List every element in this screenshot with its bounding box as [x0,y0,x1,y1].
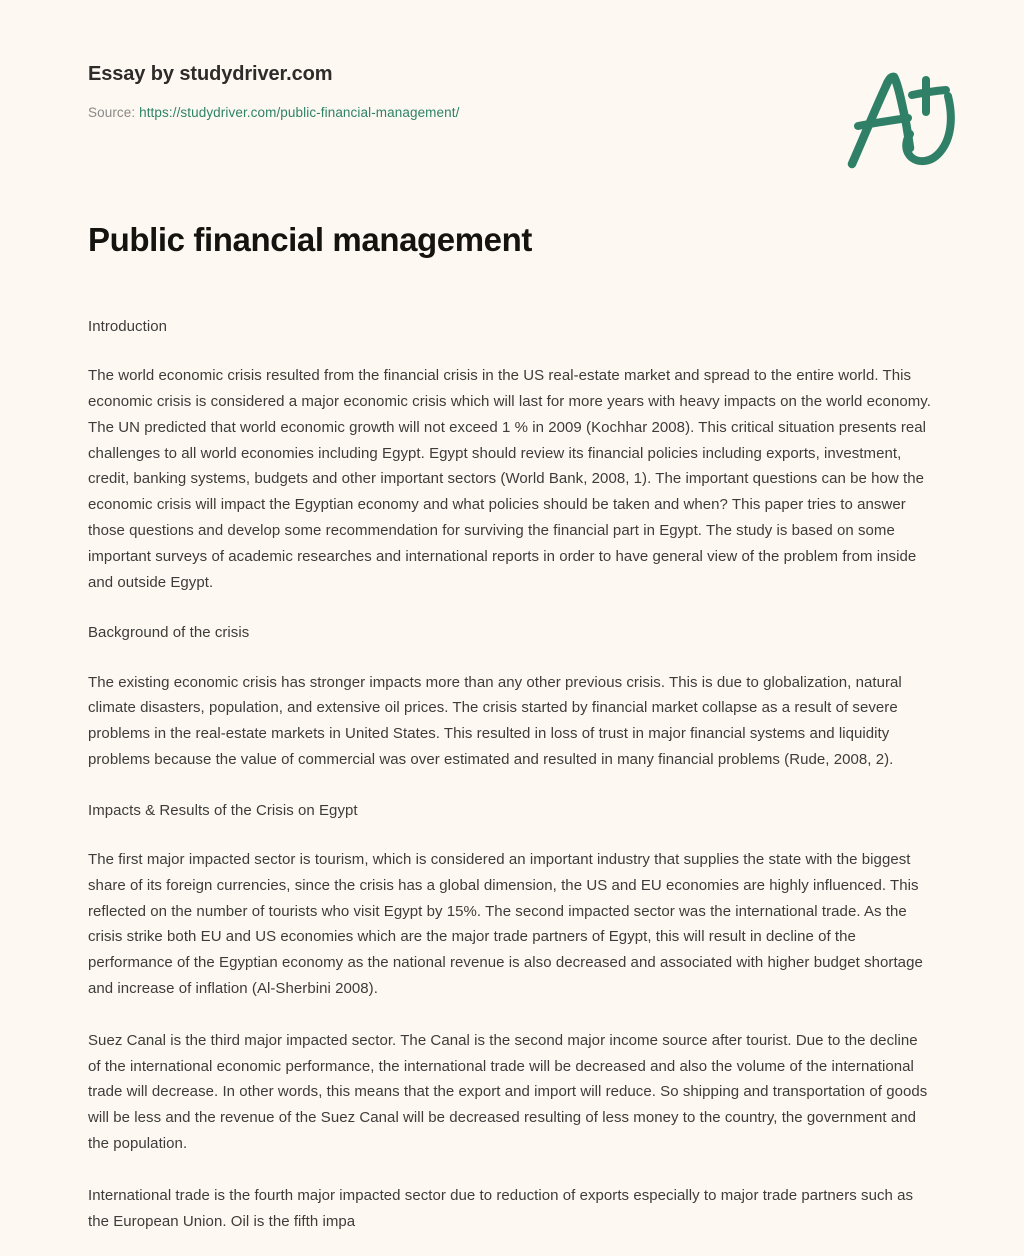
page-header [88,0,936,123]
page-title: Public financial management [88,220,532,258]
byline: Essay by studydriver.com [88,63,333,85]
essay-body [88,260,934,1235]
paragraph: The world economic crisis resulted from the financial crisis in the US real-estate market and spread to the entire world. This economic crisis is considered a major economic crisis which will last for more years with heavy impacts on the world economy. The UN predicted that world economic growth will not exceed 1 % in 2009 (Kochhar 2008). This critical situation presents real challenges to all world economies including Egypt. Egypt should review its financial policies including exports, investment, credit, banking systems, budgets and other important sectors (World Bank, 2008, 1). The important questions can be how the economic crisis will impact the Egyptian economy and what policies should be taken and when? This paper tries to answer those questions and develop some recommendation for surviving the financial part in Egypt. The study is based on some important surveys of academic researches and international reports in order to have general view of the problem from inside and outside Egypt. [88,367,931,591]
source-url-link[interactable]: https://studydriver.com/public-financial-management/ [139,105,460,120]
paragraph: Suez Canal is the third major impacted sector. The Canal is the second major income source after tourist. Due to the decline of the international economic performance, the international trade will be decreased and also the volume of the international trade will decrease. In other words, this means that the export and import will reduce. So shipping and transportation of goods will be less and the revenue of the Suez Canal will be decreased resulting of less money to the country, the government and the population. [88,1031,928,1153]
section-heading-background: Background of the crisis [88,624,250,642]
paragraph: The first major impacted sector is tourism, which is considered an important industry that supplies the state with the biggest share of its foreign currencies, since the crisis has a global dimension, the US and EU economies are highly influenced. This reflected on the number of tourists who visit Egypt by 15%. The second impacted sector was the international trade. As the crisis strike both EU and US economies which are the major trade partners of Egypt, this will result in decline of the performance of the Egyptian economy as the national revenue is also decreased and associated with higher budget shortage and increase of inflation (Al-Sherbini 2008). [88,851,923,998]
paragraph: The existing economic crisis has stronger impacts more than any other previous crisis. This is due to globalization, natural climate disasters, population, and extensive oil prices. The crisis started by financial market collapse as a result of severe problems in the real-estate markets in United States. This resulted in loss of trust in major financial systems and liquidity problems because the value of commercial was over estimated and resulted in many financial problems (Rude, 2008, 2). [88,673,902,768]
section-heading-introduction: Introduction [88,317,167,335]
source-label: Source: [88,105,136,120]
paragraph: International trade is the fourth major impacted sector due to reduction of exports especially to major trade partners such as the European Union. Oil is the fifth impa [88,1186,914,1230]
section-heading-impacts: Impacts & Results of the Crisis on Egypt [88,801,358,819]
source-line [88,104,936,123]
